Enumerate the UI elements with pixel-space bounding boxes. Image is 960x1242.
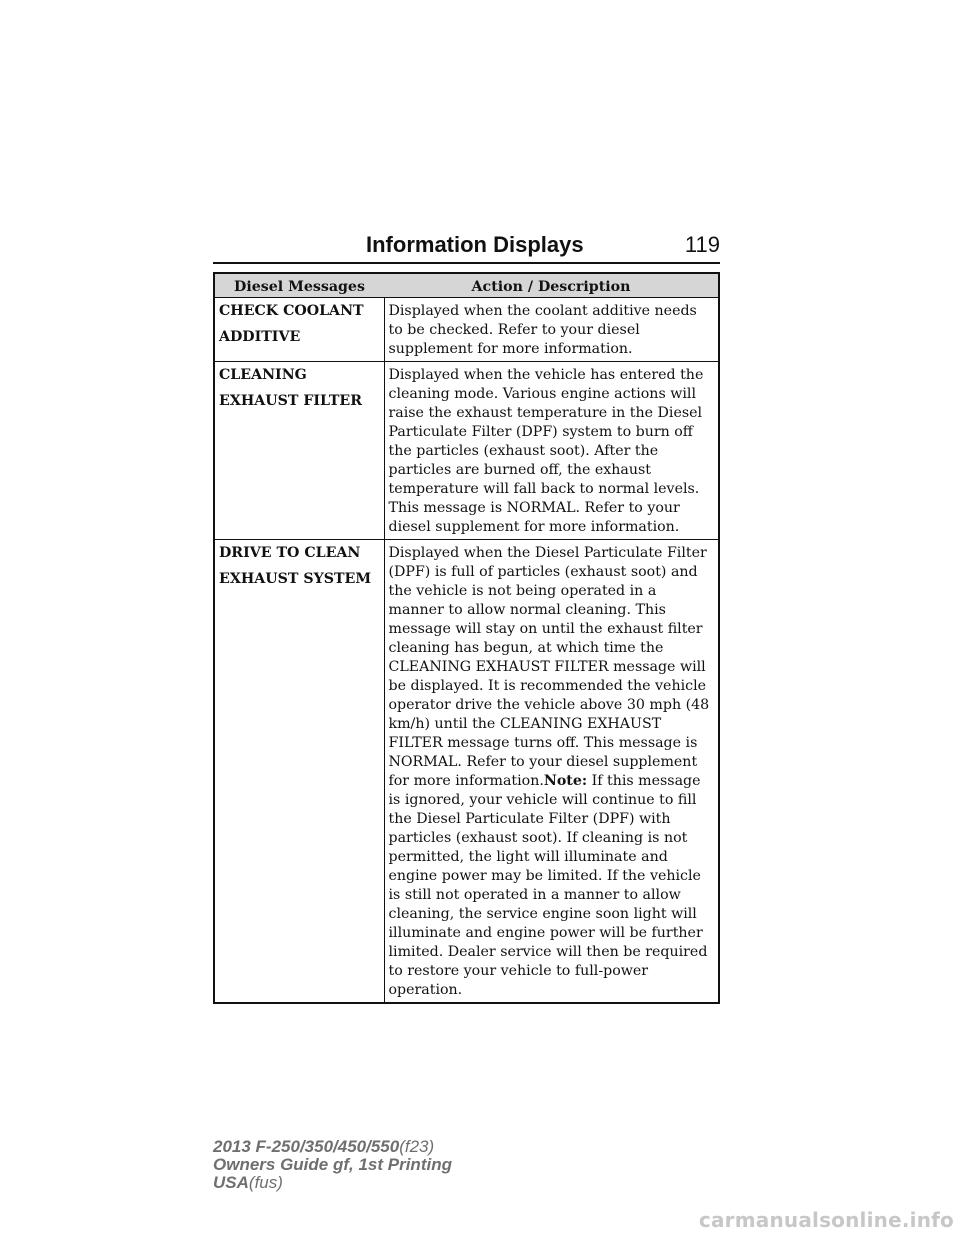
page-number: 119 (684, 232, 720, 257)
column-header-description: Action / Description (384, 273, 719, 298)
message-name: CHECK COOLANT ADDITIVE (214, 298, 384, 362)
watermark: carmanualsonline.info (698, 1208, 954, 1232)
footer-model-code: (f23) (399, 1137, 435, 1156)
column-header-messages: Diesel Messages (214, 273, 384, 298)
footer-line-2 (213, 1156, 452, 1174)
footer-printing: Owners Guide gf, 1st Printing (213, 1155, 452, 1174)
note-label: Note: (543, 773, 588, 789)
message-name: CLEANING EXHAUST FILTER (214, 362, 384, 540)
note-text: If this message is ignored, your vehicle will continue to fill the Diesel Particulate Filter (DPF) with particles (exhaust soot). If cleaning is not permitted, the light will illuminate and engine power may be limited. If the vehicle is still not operated in a manner to allow cleaning, the service engine soon light will illuminate and engine power will be further limited. Dealer service will then be required to restore your vehicle to full-power operation. (388, 773, 708, 998)
table-header-row (214, 273, 719, 298)
diesel-messages-table (213, 272, 720, 1004)
page-header (213, 232, 720, 264)
footer-model: 2013 F-250/350/450/550 (213, 1137, 400, 1156)
footer-line-1 (213, 1138, 452, 1156)
table-row (214, 540, 719, 1004)
table-row (214, 298, 719, 362)
message-description: Displayed when the coolant additive needs to be checked. Refer to your diesel supplement for more information. (384, 298, 719, 362)
table-row (214, 362, 719, 540)
print-footer (213, 1138, 452, 1192)
message-description-with-note (384, 540, 719, 1004)
section-title: Information Displays (366, 232, 584, 257)
message-name: DRIVE TO CLEAN EXHAUST SYSTEM (214, 540, 384, 1004)
footer-market: USA (213, 1173, 249, 1192)
message-description: Displayed when the Diesel Particulate Filter (DPF) is full of particles (exhaust soot) and the vehicle is not being operated in a manner to allow normal cleaning. This message will stay on until the exhaust filter cleaning has begun, at which time the CLEANING EXHAUST FILTER message will be displayed. It is recommended the vehicle operator drive the vehicle above 30 mph (48 km/h) until the CLEANING EXHAUST FILTER message turns off. This message is NORMAL. Refer to your diesel supplement for more information. (388, 545, 710, 789)
footer-line-3 (213, 1174, 452, 1192)
footer-market-code: (fus) (248, 1173, 283, 1192)
message-description: Displayed when the vehicle has entered the cleaning mode. Various engine actions will raise the exhaust temperature in the Diesel Particulate Filter (DPF) system to burn off the particles (exhaust soot). After the particles are burned off, the exhaust temperature will fall back to normal levels. This message is NORMAL. Refer to your diesel supplement for more information. (384, 362, 719, 540)
